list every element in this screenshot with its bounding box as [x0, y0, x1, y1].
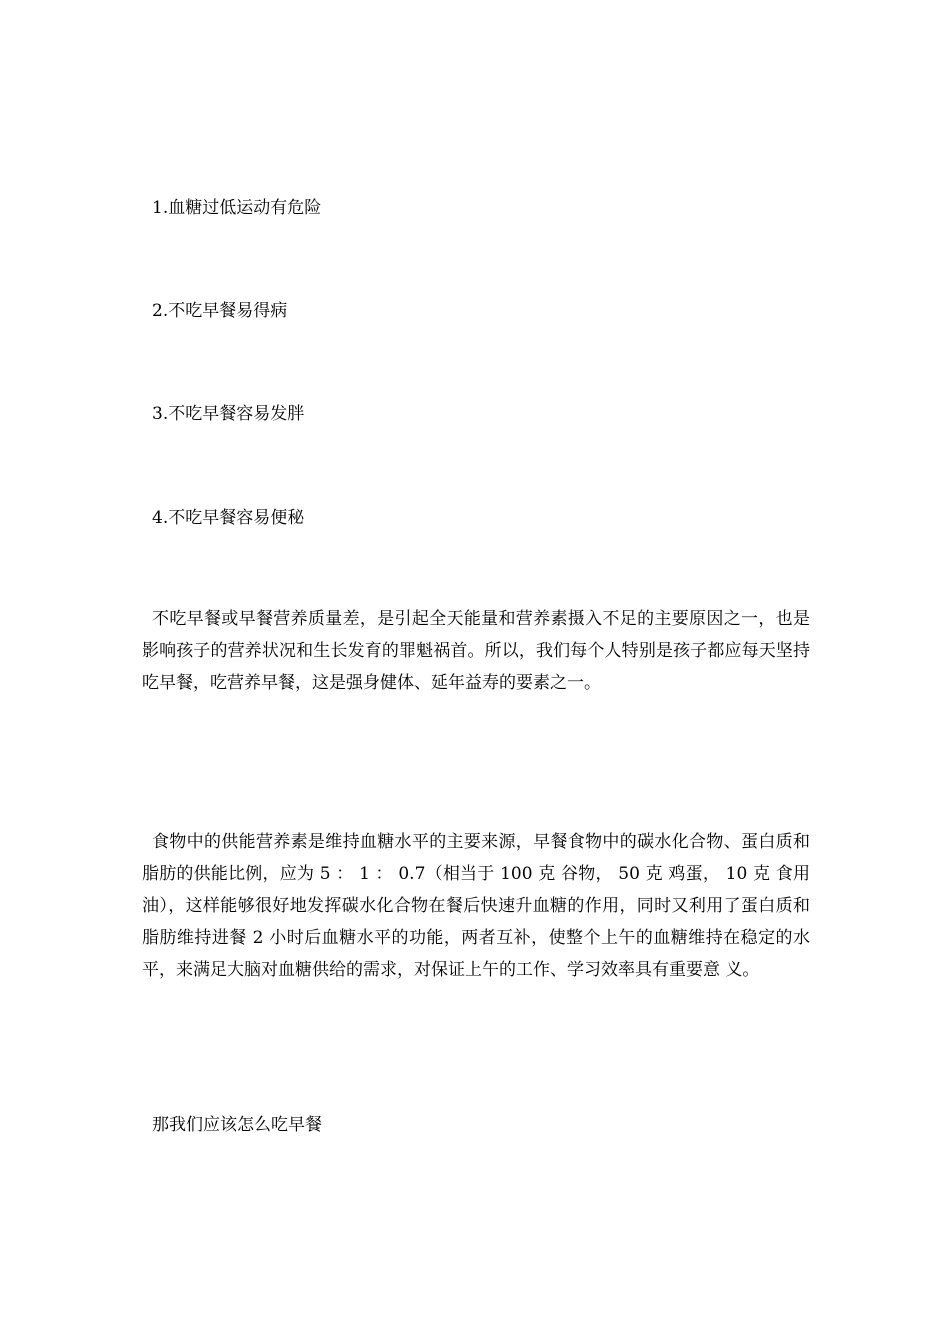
section-heading: 那我们应该怎么吃早餐	[152, 1115, 322, 1135]
list-item-4: 4.不吃早餐容易便秘	[152, 508, 305, 528]
paragraph-breakfast-importance: 不吃早餐或早餐营养质量差，是引起全天能量和营养素摄入不足的主要原因之一，也是影响孩子的营养状况和生长发育的罪魁祸首。所以，我们每个人特别是孩子都应每天坚持吃早餐，吃营养早餐，这是强身健体、延年益寿的要素之一。	[142, 609, 810, 693]
list-item-3: 3.不吃早餐容易发胖	[152, 404, 305, 424]
paragraph-nutrient-ratio: 食物中的供能营养素是维持血糖水平的主要来源，早餐食物中的碳水化合物、蛋白质和脂肪的供能比例，应为 5 ： 1 ： 0.7（相当于 100 克 谷物， 50 克 鸡蛋， 10 克 食用油），这样能够很好地发挥碳水化合物在餐后快速升血糖的作用，同时又利用了蛋白质和脂肪维持进餐 2 小时后血糖水平的功能，两者互补，使整个上午的血糖维持在稳定的水平，来满足大脑对血糖供给的需求，对保证上午的工作、学习效率具有重要意 义。	[142, 832, 810, 980]
list-item-1: 1.血糖过低运动有危险	[152, 198, 322, 218]
list-item-2: 2.不吃早餐易得病	[152, 301, 288, 321]
